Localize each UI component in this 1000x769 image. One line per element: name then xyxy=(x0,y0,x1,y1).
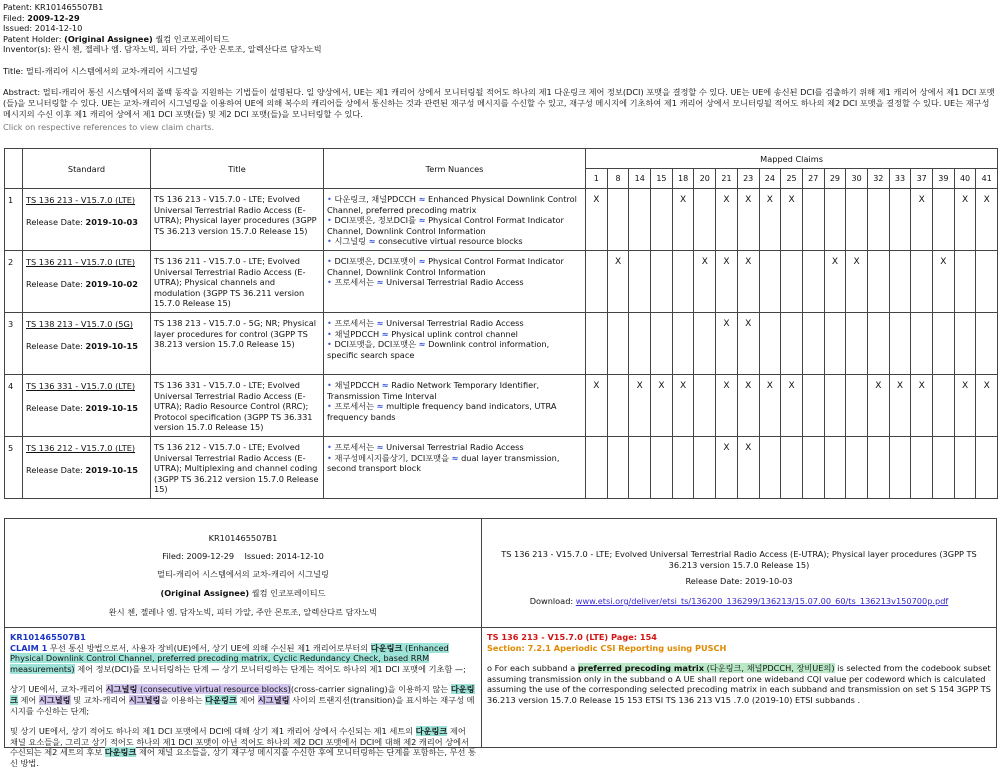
term-nuance-item: • 프로세서는 ≈ multiple frequency band indicators, UTRA frequency bands xyxy=(327,401,557,422)
claim-mark xyxy=(954,437,976,499)
inventors-label: Inventor(s): xyxy=(3,44,51,54)
claim-mark xyxy=(911,251,933,313)
claim-mark xyxy=(889,437,911,499)
term-nuance-item: • 프로세서는 ≈ Universal Terrestrial Radio Access xyxy=(327,442,524,452)
claim-mark: X xyxy=(586,189,608,251)
bullet-icon: • xyxy=(327,442,332,452)
num-header xyxy=(5,149,23,189)
claim-mark xyxy=(759,251,781,313)
claim-mark xyxy=(586,437,608,499)
standard-link[interactable]: TS 136 212 - V15.7.0 (LTE) xyxy=(26,443,136,453)
highlighted-term[interactable]: 다운링크 xyxy=(10,684,475,705)
claim-mark xyxy=(629,437,651,499)
highlighted-term[interactable]: 시그널링 (consecutive virtual resource blocks) xyxy=(105,684,291,695)
claim-mark xyxy=(911,313,933,375)
term-nuance-item: • DCI포맷을, DCI포맷은 ≈ Downlink control information, specific search space xyxy=(327,339,550,360)
term-nuances-cell xyxy=(324,251,586,313)
highlighted-term[interactable]: 다운링크 xyxy=(205,694,237,705)
chart-dates: Filed: 2009-12-29 Issued: 2014-12-10 xyxy=(162,551,324,561)
claim-mark xyxy=(976,313,998,375)
claim-mark xyxy=(824,313,846,375)
claim-number-header: 32 xyxy=(867,169,889,189)
claim-mark: X xyxy=(737,313,759,375)
inventors: 완시 첸, 젤레나 엠. 담자노빅, 피터 가알, 주안 몬토조, 알렉산다르 담자노빅 xyxy=(53,44,322,54)
claim-paragraph-3: 및 상기 UE에서, 상기 적어도 하나의 제1 DCI 포맷에서 DCI에 대해 상기 제1 캐리어 상에서 수신되는 제1 세트의 다운링크 제어 채널 요소들을, 그리고 상기 적어도 하나의 제1 DCI 포맷이 아닌 적어도 하나의 제2 DCI 포맷에서 DCI에 대해 제2 캐리어 상에서 수신되는 제2 세트의 후보 다운링크 제어 채널 요소들을, 상기 재구성 메시지를 수신한 후에 모니터링하는 단계를 포함하는, 무선 통신 방법. xyxy=(10,726,476,768)
claim-mark xyxy=(846,313,868,375)
term-nuance-item: • 채널PDCCH ≈ Radio Network Temporary Identifier, Transmission Time Interval xyxy=(327,380,540,401)
claim-mark xyxy=(781,313,803,375)
claim-number-header: 23 xyxy=(737,169,759,189)
issued-date: 2014-12-10 xyxy=(34,23,83,33)
approx-icon: ≈ xyxy=(381,380,389,390)
claim-mark xyxy=(629,313,651,375)
claim-mark xyxy=(933,375,955,437)
table-row xyxy=(5,437,998,499)
claim-mark xyxy=(954,251,976,313)
claim-mark xyxy=(867,189,889,251)
claim-number-header: 14 xyxy=(629,169,651,189)
bullet-icon: • xyxy=(327,256,332,266)
claim-number-header: 40 xyxy=(954,169,976,189)
title-header: Title xyxy=(151,149,324,189)
claim-paragraph-1: CLAIM 1 무선 통신 방법으로서, 사용자 장비(UE)에서, 상기 UE에 의해 수신된 제1 캐리어로부터의 다운링크 (Enhanced Physical Downlink Control Channel, preferred precoding matrix, Cyclic Redundancy Check, based RRM measurements) 제어 정보(DCI)를 모니터링하는 단계 — 상기 모니터링하는 단계는 적어도 하나의 제1 DCI 포맷에 기초함 —; xyxy=(10,642,466,674)
inventors-line xyxy=(3,44,997,55)
standard-cell xyxy=(23,189,151,251)
table-row xyxy=(5,313,998,375)
row-number: 1 xyxy=(5,189,23,251)
claim-mark xyxy=(586,251,608,313)
standard-header: Standard xyxy=(23,149,151,189)
claim-mark xyxy=(933,313,955,375)
claim-mark xyxy=(911,437,933,499)
highlighted-term[interactable]: preferred precoding matrix (다운링크, 채널PDCCH, 장비UE의) xyxy=(577,663,835,674)
claim-mark: X xyxy=(586,375,608,437)
claim-label: CLAIM 1 xyxy=(10,642,48,653)
claim-number-header: 27 xyxy=(802,169,824,189)
claim-mark: X xyxy=(737,437,759,499)
claim-mark xyxy=(694,375,716,437)
abstract xyxy=(3,87,997,120)
claim-number-header: 1 xyxy=(586,169,608,189)
term-nuance-item: • 프로세서는 ≈ Universal Terrestrial Radio Access xyxy=(327,277,524,287)
patent-number-line xyxy=(3,2,997,13)
abstract-label: Abstract: xyxy=(3,87,41,97)
claim-number-header: 29 xyxy=(824,169,846,189)
term-nuance-item: • 시그널링 ≈ consecutive virtual resource blocks xyxy=(327,236,523,246)
claim-mark xyxy=(889,313,911,375)
standard-cell xyxy=(23,313,151,375)
row-number: 5 xyxy=(5,437,23,499)
standard-cell xyxy=(23,251,151,313)
approx-icon: ≈ xyxy=(376,442,384,452)
claim-mark: X xyxy=(846,251,868,313)
term-nuance-item: • 재구성메시지를상기, DCI포맷을 ≈ dual layer transmission, second transport block xyxy=(327,452,560,473)
claim-mark: X xyxy=(607,251,629,313)
claim-number-header: 33 xyxy=(889,169,911,189)
claim-mark: X xyxy=(867,375,889,437)
filed-line xyxy=(3,13,997,24)
claim-number-header: 20 xyxy=(694,169,716,189)
holder-name: 퀄컴 인코포레이티드 xyxy=(155,33,230,44)
patent-label: Patent: xyxy=(3,2,32,12)
claim-mark xyxy=(759,437,781,499)
claim-mark xyxy=(694,189,716,251)
claim-mark xyxy=(694,437,716,499)
standard-title: TS 136 212 - V15.7.0 - LTE; Evolved Universal Terrestrial Radio Access (E-UTRA); Multiplexing and channel coding (3GPP TS 36.212 version 15.7.0 Release 15) xyxy=(151,437,324,499)
holder-label: Patent Holder: xyxy=(3,33,62,44)
claim-mark: X xyxy=(824,251,846,313)
evidence-text: o For each subband a preferred precoding matrix (다운링크, 채널PDCCH, 장비UE의) is selected from the codebook subset assuming transmission only in the subband o A UE shall report one wideband CQI value per codeword which is calculated assuming the use of the corresponding selected precoding matrix in each subband and transmission on set S 154 3GPP TS 36.213 version 15.7.0 Release 15 153 ETSI TS 136 213 V15 .7.0 (2019-10) ETSI subbands . xyxy=(487,663,991,705)
claim-mark xyxy=(607,437,629,499)
row-number: 4 xyxy=(5,375,23,437)
chart-inventors: 완시 첸, 젤레나 엠. 담자노빅, 피터 가알, 주안 몬토조, 알렉산다르 담자노빅 xyxy=(108,607,378,617)
claim-paragraph-2: 상기 UE에서, 교차-캐리어 시그널링 (consecutive virtual resource blocks)(cross-carrier signaling)을 이용하지 않는 다운링크 제어 시그널링 및 교차-캐리어 시그널링을 이용하는 다운링크 제어 시그널링 사이의 트랜지션(transition)을 표시하는 재구성 메시지를 수신하는 단계; xyxy=(10,684,475,716)
claim-mark xyxy=(651,251,673,313)
approx-icon: ≈ xyxy=(376,318,384,328)
standard-title: TS 136 211 - V15.7.0 - LTE; Evolved Universal Terrestrial Radio Access (E-UTRA); Physical channels and modulation (3GPP TS 36.211 version 15.7.0 Release 15) xyxy=(151,251,324,313)
chart-standard-title: TS 136 213 - V15.7.0 - LTE; Evolved Universal Terrestrial Radio Access (E-UTRA); Physical layer procedures (3GPP TS 36.213 version 15.7.0 Release 15) xyxy=(501,549,977,570)
claim-mark xyxy=(824,375,846,437)
claim-mark xyxy=(651,313,673,375)
term-nuances-cell xyxy=(324,437,586,499)
release-date: Release Date: 2019-10-15 xyxy=(26,465,138,475)
mapped-claims-header: Mapped Claims xyxy=(586,149,998,169)
nuances-header: Term Nuances xyxy=(324,149,586,189)
claim-mark xyxy=(607,375,629,437)
claim-chart-hint: Click on respective references to view claim charts. xyxy=(3,122,215,132)
standard-link[interactable]: TS 136 211 - V15.7.0 (LTE) xyxy=(26,257,136,267)
claim-mark: X xyxy=(716,437,738,499)
bullet-icon: • xyxy=(327,194,332,204)
approx-icon: ≈ xyxy=(418,339,426,349)
bullet-icon: • xyxy=(327,318,332,328)
term-nuance-item: • DCI포맷은, DCI포맷이 ≈ Physical Control Format Indicator Channel, Downlink Control Information xyxy=(327,256,564,277)
holder-tag: (Original Assignee) xyxy=(64,33,153,44)
claim-mark xyxy=(976,437,998,499)
claim-mark xyxy=(933,437,955,499)
release-date: Release Date: 2019-10-03 xyxy=(26,217,138,227)
claim-mark xyxy=(867,437,889,499)
claim-mark xyxy=(802,189,824,251)
chart-patent-title: 멀티-캐리어 시스템에서의 교차-캐리어 시그널링 xyxy=(157,569,329,579)
standard-title: TS 136 331 - V15.7.0 - LTE; Evolved Universal Terrestrial Radio Access (E-UTRA); Radio Resource Control (RRC); Protocol specification (3GPP TS 36.331 version 15.7.0 Release 15) xyxy=(151,375,324,437)
claim-number-header: 21 xyxy=(716,169,738,189)
claims-mapping-table xyxy=(4,148,998,499)
chart-assignee: (Original Assignee) 퀄컴 인코포레이티드 xyxy=(160,588,326,598)
standard-link[interactable]: TS 136 213 - V15.7.0 (LTE) xyxy=(26,195,136,205)
standard-cell xyxy=(23,437,151,499)
claim-number-header: 39 xyxy=(933,169,955,189)
term-nuances-cell xyxy=(324,375,586,437)
claim-mark: X xyxy=(737,189,759,251)
claim-mark xyxy=(651,437,673,499)
approx-icon: ≈ xyxy=(381,328,389,339)
bullet-icon: • xyxy=(327,236,332,246)
claim-mark xyxy=(672,437,694,499)
claim-mark xyxy=(672,251,694,313)
claim-mark xyxy=(802,313,824,375)
chart-download: Download: www.etsi.org/deliver/etsi_ts/136200_136299/136213/15.07.00_60/ts_136213v150700p.pdf xyxy=(529,596,949,606)
approx-icon: ≈ xyxy=(451,452,459,463)
claim-number-header: 15 xyxy=(651,169,673,189)
highlighted-term[interactable]: 시그널링 xyxy=(128,694,161,705)
claim-number-header: 41 xyxy=(976,169,998,189)
claim-mark: X xyxy=(759,189,781,251)
term-nuance-item: • 프로세서는 ≈ Universal Terrestrial Radio Access xyxy=(327,318,524,328)
bullet-icon: • xyxy=(327,328,332,339)
evidence-text-cell xyxy=(482,628,996,748)
claim-mark xyxy=(694,313,716,375)
claim-mark xyxy=(846,437,868,499)
approx-icon: ≈ xyxy=(418,256,426,266)
highlighted-term[interactable]: 시그널링 xyxy=(257,694,290,705)
claim-mark xyxy=(781,251,803,313)
claim-mark xyxy=(802,437,824,499)
claim-mark: X xyxy=(889,375,911,437)
filed-label: Filed: xyxy=(3,12,25,23)
claim-number-header: 25 xyxy=(781,169,803,189)
claim-mark: X xyxy=(651,375,673,437)
term-nuances-cell xyxy=(324,189,586,251)
approx-icon: ≈ xyxy=(376,277,384,287)
claim-mark: X xyxy=(716,313,738,375)
claim-mark xyxy=(672,313,694,375)
table-row xyxy=(5,189,998,251)
claim-mark: X xyxy=(976,375,998,437)
claim-mark xyxy=(933,189,955,251)
claim-mark: X xyxy=(911,375,933,437)
claim-mark xyxy=(846,189,868,251)
bullet-icon: • xyxy=(327,215,332,225)
patent-number: KR101465507B1 xyxy=(34,2,104,12)
claim-mark xyxy=(802,375,824,437)
highlighted-term[interactable]: 다운링크 xyxy=(104,747,137,758)
claim-mark xyxy=(759,313,781,375)
release-date: Release Date: 2019-10-02 xyxy=(26,279,138,289)
claim-mark: X xyxy=(911,189,933,251)
approx-icon: ≈ xyxy=(376,401,384,411)
claim-mark: X xyxy=(716,189,738,251)
issued-line xyxy=(3,23,997,34)
claim-mark: X xyxy=(737,375,759,437)
chart-patent-number: KR101465507B1 xyxy=(208,533,278,543)
claim-mark: X xyxy=(672,375,694,437)
claim-mark: X xyxy=(672,189,694,251)
claim-mark: X xyxy=(781,375,803,437)
standard-link[interactable]: TS 136 331 - V15.7.0 (LTE) xyxy=(26,381,136,391)
claim-chart-patent-header xyxy=(5,519,482,628)
claim-mark xyxy=(889,189,911,251)
term-nuances-cell xyxy=(324,313,586,375)
claim-mark xyxy=(651,189,673,251)
claim-mark xyxy=(586,313,608,375)
claim-number-header: 30 xyxy=(846,169,868,189)
claim-patent-number: KR101465507B1 xyxy=(10,632,86,642)
claim-number-header: 24 xyxy=(759,169,781,189)
table-row xyxy=(5,375,998,437)
claim-mark: X xyxy=(976,189,998,251)
claim-mark xyxy=(607,189,629,251)
claim-mark xyxy=(976,251,998,313)
approx-icon: ≈ xyxy=(368,236,376,246)
bullet-icon: • xyxy=(327,401,332,411)
row-number: 3 xyxy=(5,313,23,375)
bullet-icon: • xyxy=(327,277,332,287)
term-nuance-item: • 다운링크, 채널PDCCH ≈ Enhanced Physical Downlink Control Channel, preferred precoding matrix xyxy=(327,194,577,215)
claim-mark: X xyxy=(737,251,759,313)
standard-link[interactable]: TS 138 213 - V15.7.0 (5G) xyxy=(26,319,134,329)
standard-title: TS 138 213 - V15.7.0 - 5G; NR; Physical layer procedures for control (3GPP TS 38.213 version 15.7.0 Release 15) xyxy=(151,313,324,375)
patent-title: 멀티-캐리어 시스템에서의 교차-캐리어 시그널링 xyxy=(25,65,198,76)
issued-label: Issued: xyxy=(3,23,33,33)
claim-mark xyxy=(867,251,889,313)
term-nuance-item: • 채널PDCCH ≈ Physical uplink control channel xyxy=(327,328,518,339)
claim-mark xyxy=(824,437,846,499)
evidence-reference: TS 136 213 - V15.7.0 (LTE) Page: 154 xyxy=(487,632,657,642)
highlighted-term[interactable]: 다운링크 (Enhanced Physical Downlink Control Channel, preferred precoding matrix, Cyclic Redundancy Check, based RRM measurements) xyxy=(10,642,449,674)
claim-mark: X xyxy=(716,251,738,313)
holder-line xyxy=(3,34,997,45)
claim-mark xyxy=(607,313,629,375)
title-label: Title: xyxy=(3,65,24,76)
claim-mark xyxy=(629,189,651,251)
download-link[interactable]: www.etsi.org/deliver/etsi_ts/136200_136299/136213/15.07.00_60/ts_136213v150700p.pdf xyxy=(575,596,949,606)
claim-mark xyxy=(867,313,889,375)
bullet-icon: • xyxy=(327,380,332,390)
release-date: Release Date: 2019-10-15 xyxy=(26,403,138,413)
title-line xyxy=(3,66,997,77)
claim-number-header: 8 xyxy=(607,169,629,189)
release-date: Release Date: 2019-10-15 xyxy=(26,341,138,351)
evidence-section: Section: 7.2.1 Aperiodic CSI Reporting using PUSCH xyxy=(487,642,727,653)
claim-number-header: 18 xyxy=(672,169,694,189)
claim-mark: X xyxy=(629,375,651,437)
claim-mark: X xyxy=(954,189,976,251)
term-nuance-item: • DCI포맷은, 정보DCI를 ≈ Physical Control Format Indicator Channel, Downlink Control Information xyxy=(327,215,564,236)
claim-mark: X xyxy=(716,375,738,437)
claim-mark xyxy=(629,251,651,313)
abstract-text: 멀티-캐리어 통신 시스템에서의 폴백 동작을 지원하는 기법들이 설명된다. 일 양상에서, UE는 제1 캐리어 상에서 모니터링될 적어도 하나의 제1 다운링크 제어 정보(DCI) 포맷을 결정할 수 있다. UE는 UE에 송신된 DCI를 검출하기 위해 제1 캐리어 상에서 제1 DCI 포맷(들)을 모니터링할 수 있다. UE는 교차-캐리어 시그널링을 이용하여 UE에 의해 복수의 캐리어들 상에서 통신하는 것과 관련된 재구성 메시지를 수신할 수 있고, 재구성 메시지에 기초하여 제1 캐리어 상에서 모니터링될 적어도 하나의 제2 DCI 포맷을 결정할 수 있다. UE는 재구성 메시지의 수신 이후 제1 캐리어 상에서 제1 DCI 포맷(들) 및 제2 DCI 포맷(들)을 모니터링할 수 있다. xyxy=(3,87,995,119)
claim-mark xyxy=(846,375,868,437)
standard-cell xyxy=(23,375,151,437)
highlighted-term[interactable]: 다운링크 xyxy=(415,726,448,737)
bullet-icon: • xyxy=(327,339,332,349)
highlighted-term[interactable]: 시그널링 xyxy=(38,694,71,705)
chart-release-date: Release Date: 2019-10-03 xyxy=(685,576,793,586)
claim-number-header: 37 xyxy=(911,169,933,189)
claim-chart xyxy=(4,518,997,768)
claim-mark: X xyxy=(954,375,976,437)
claim-mark: X xyxy=(694,251,716,313)
row-number: 2 xyxy=(5,251,23,313)
claim-mark: X xyxy=(933,251,955,313)
claim-mark: X xyxy=(781,189,803,251)
bullet-icon: • xyxy=(327,452,332,463)
claim-mark xyxy=(824,189,846,251)
claim-mark: X xyxy=(759,375,781,437)
standard-title: TS 136 213 - V15.7.0 - LTE; Evolved Universal Terrestrial Radio Access (E-UTRA); Physical layer procedures (3GPP TS 36.213 version 15.7.0 Release 15) xyxy=(151,189,324,251)
claim-mark xyxy=(781,437,803,499)
approx-icon: ≈ xyxy=(418,215,426,225)
patent-header xyxy=(3,2,997,120)
claim-mark xyxy=(954,313,976,375)
approx-icon: ≈ xyxy=(418,194,426,204)
claim-mark xyxy=(802,251,824,313)
claim-chart-standard-header xyxy=(482,519,996,628)
table-row xyxy=(5,251,998,313)
claim-text-cell xyxy=(5,628,482,768)
filed-date: 2009-12-29 xyxy=(27,12,80,23)
claim-mark xyxy=(889,251,911,313)
